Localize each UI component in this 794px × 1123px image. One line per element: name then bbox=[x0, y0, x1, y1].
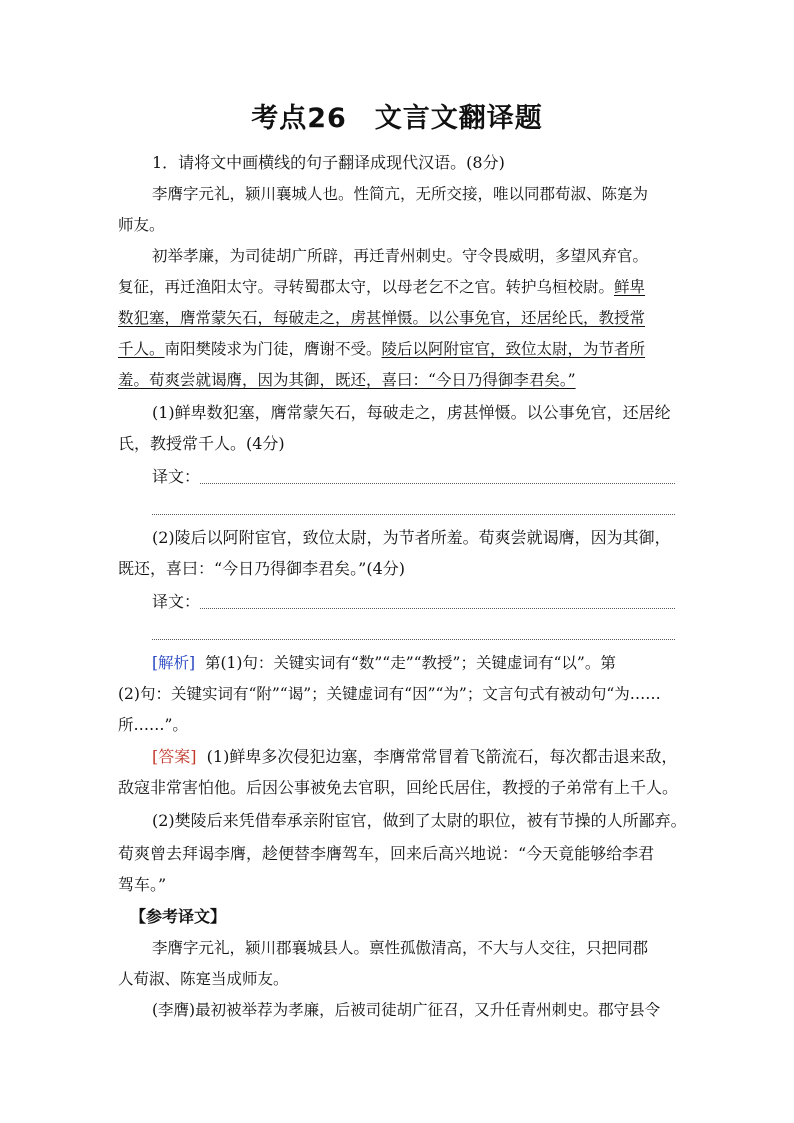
answer-line-5: 驾车。” bbox=[118, 875, 167, 894]
analysis-tag: [解析] bbox=[152, 654, 196, 672]
reference-line-2: 人荀淑、陈寔当成师友。 bbox=[118, 970, 289, 988]
passage-line-6-text: 南阳樊陵求为门徒，膺谢不受。 bbox=[164, 340, 382, 358]
passage-underline-1: 鲜卑 bbox=[614, 278, 646, 296]
answer-line-1a[interactable] bbox=[200, 483, 675, 484]
subquestion-1-line-1: (1)鲜卑数犯塞，膺常蒙矢石，每破走之，虏甚惮慑。以公事免官，还居纶 bbox=[152, 403, 671, 422]
page-title bbox=[0, 96, 794, 135]
answer-line-2: 敌寇非常害怕他。后因公事被免去官职，回纶氏居住，教授的子弟常有上千人。 bbox=[118, 778, 679, 797]
answer-tag: [答案] bbox=[152, 747, 197, 766]
answer-text-1: (1)鲜卑多次侵犯边塞，李膺常常冒着飞箭流石，每次都击退来敌， bbox=[206, 747, 678, 766]
question-stem: 1．请将文中画横线的句子翻译成现代汉语。(8分) bbox=[152, 153, 505, 172]
passage-underline-3: 千人。 bbox=[118, 340, 165, 358]
title-text: 文言文翻译题 bbox=[374, 103, 543, 134]
subquestion-1-line-2: 氏，教授常千人。(4分) bbox=[118, 434, 285, 453]
passage-line-6 bbox=[118, 338, 678, 360]
passage-underline-2: 数犯塞，膺常蒙矢石，每破走之，虏甚惮慑。以公事免官，还居纶氏，教授常 bbox=[118, 309, 646, 327]
subquestion-2-line-2: 既还，喜曰：“今日乃得御李君矣。”(4分) bbox=[118, 559, 406, 578]
answer-line-1 bbox=[152, 746, 712, 768]
answer-line-1b[interactable] bbox=[152, 514, 675, 515]
passage-line-4 bbox=[118, 276, 678, 298]
title-number: 考点26 bbox=[251, 103, 347, 134]
passage-underline-4: 陵后以阿附宦官，致位太尉，为节者所 bbox=[381, 340, 646, 358]
answer-line-4: 荀爽曾去拜谒李膺，趁便替李膺驾车，回来后高兴地说：“今天竟能够给李君 bbox=[118, 844, 655, 863]
answer-line-2a[interactable] bbox=[200, 608, 675, 609]
answer-line-3: (2)樊陵后来凭借奉承亲附宦官，做到了太尉的职位，被有节操的人所鄙弃。 bbox=[152, 811, 687, 830]
passage-underline-5: 羞。荀爽尝就谒膺，因为其御，既还，喜曰：“今日乃得御李君矣。” bbox=[118, 371, 576, 389]
analysis-text-1: 第(1)句：关键实词有“数”“走”“教授”；关键虚词有“以”。第 bbox=[204, 654, 616, 672]
reference-line-3: (李膺)最初被举荐为孝廉，后被司徒胡广征召，又升任青州刺史。郡守县令 bbox=[152, 1001, 661, 1019]
passage-line-2: 师友。 bbox=[118, 216, 165, 234]
reference-line-1: 李膺字元礼，颍川郡襄城县人。禀性孤傲清高，不大与人交往，只把同郡 bbox=[152, 939, 649, 957]
analysis-line-2: (2)句：关键实词有“附”“谒”；关键虚词有“因”“为”；文言句式有被动句“为…… bbox=[118, 685, 661, 703]
analysis-line-1 bbox=[152, 652, 712, 674]
analysis-line-3: 所……”。 bbox=[118, 716, 188, 734]
passage-line-3: 初举孝廉，为司徒胡广所辟，再迁青州刺史。守令畏威明，多望风弃官。 bbox=[152, 247, 649, 265]
passage-line-4-text: 复征，再迁渔阳太守。寻转蜀郡太守，以母老乞不之官。转护乌桓校尉。 bbox=[118, 278, 615, 296]
translation-label-2: 译文： bbox=[152, 592, 201, 611]
translation-label-1: 译文： bbox=[152, 467, 201, 486]
reference-title: 【参考译文】 bbox=[130, 907, 227, 926]
answer-line-2b[interactable] bbox=[152, 639, 675, 640]
passage-line-1: 李膺字元礼，颍川襄城人也。性简亢，无所交接，唯以同郡荀淑、陈寔为 bbox=[152, 185, 649, 203]
subquestion-2-line-1: (2)陵后以阿附宦官，致位太尉，为节者所羞。荀爽尝就谒膺，因为其御， bbox=[152, 528, 671, 547]
